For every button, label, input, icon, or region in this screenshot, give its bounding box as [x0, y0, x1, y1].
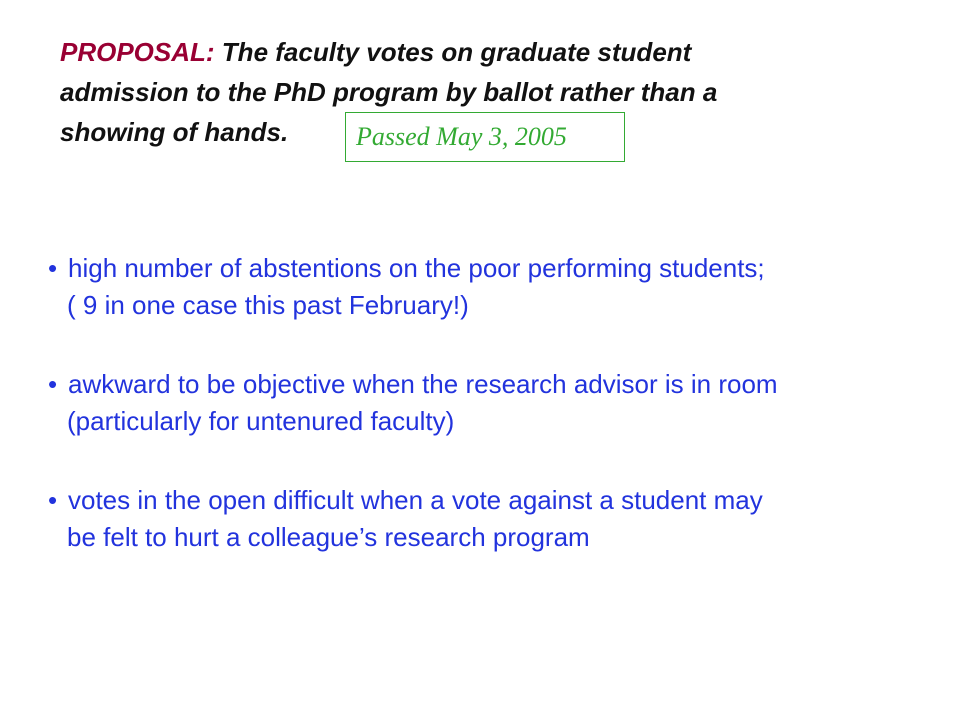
passed-stamp: Passed May 3, 2005 [345, 112, 625, 162]
proposal-line-1 [60, 32, 890, 72]
bullet-icon: • [48, 253, 58, 283]
list-item [48, 482, 948, 556]
list-item-text: awkward to be objective when the research advisor is in room [68, 369, 778, 399]
list-item-text: votes in the open difficult when a vote against a student may [68, 485, 763, 515]
list-item-text: high number of abstentions on the poor performing students; [68, 253, 765, 283]
list-item-line-1 [48, 250, 948, 287]
proposal-line-3: showing of hands. [60, 117, 289, 147]
list-item [48, 250, 948, 324]
reasons-list [48, 250, 948, 598]
proposal-line-2: admission to the PhD program by ballot rather than a [60, 77, 718, 107]
list-item-line-2: (particularly for untenured faculty) [67, 406, 455, 436]
bullet-icon: • [48, 485, 58, 515]
list-item-line-2: be felt to hurt a colleague’s research program [67, 522, 590, 552]
list-item-line-1 [48, 482, 948, 519]
proposal-label: PROPOSAL: [60, 37, 215, 67]
proposal-line-1-text: The faculty votes on graduate student [214, 37, 692, 67]
list-item [48, 366, 948, 440]
list-item-line-1 [48, 366, 948, 403]
bullet-icon: • [48, 369, 58, 399]
list-item-line-2: ( 9 in one case this past February!) [67, 290, 469, 320]
